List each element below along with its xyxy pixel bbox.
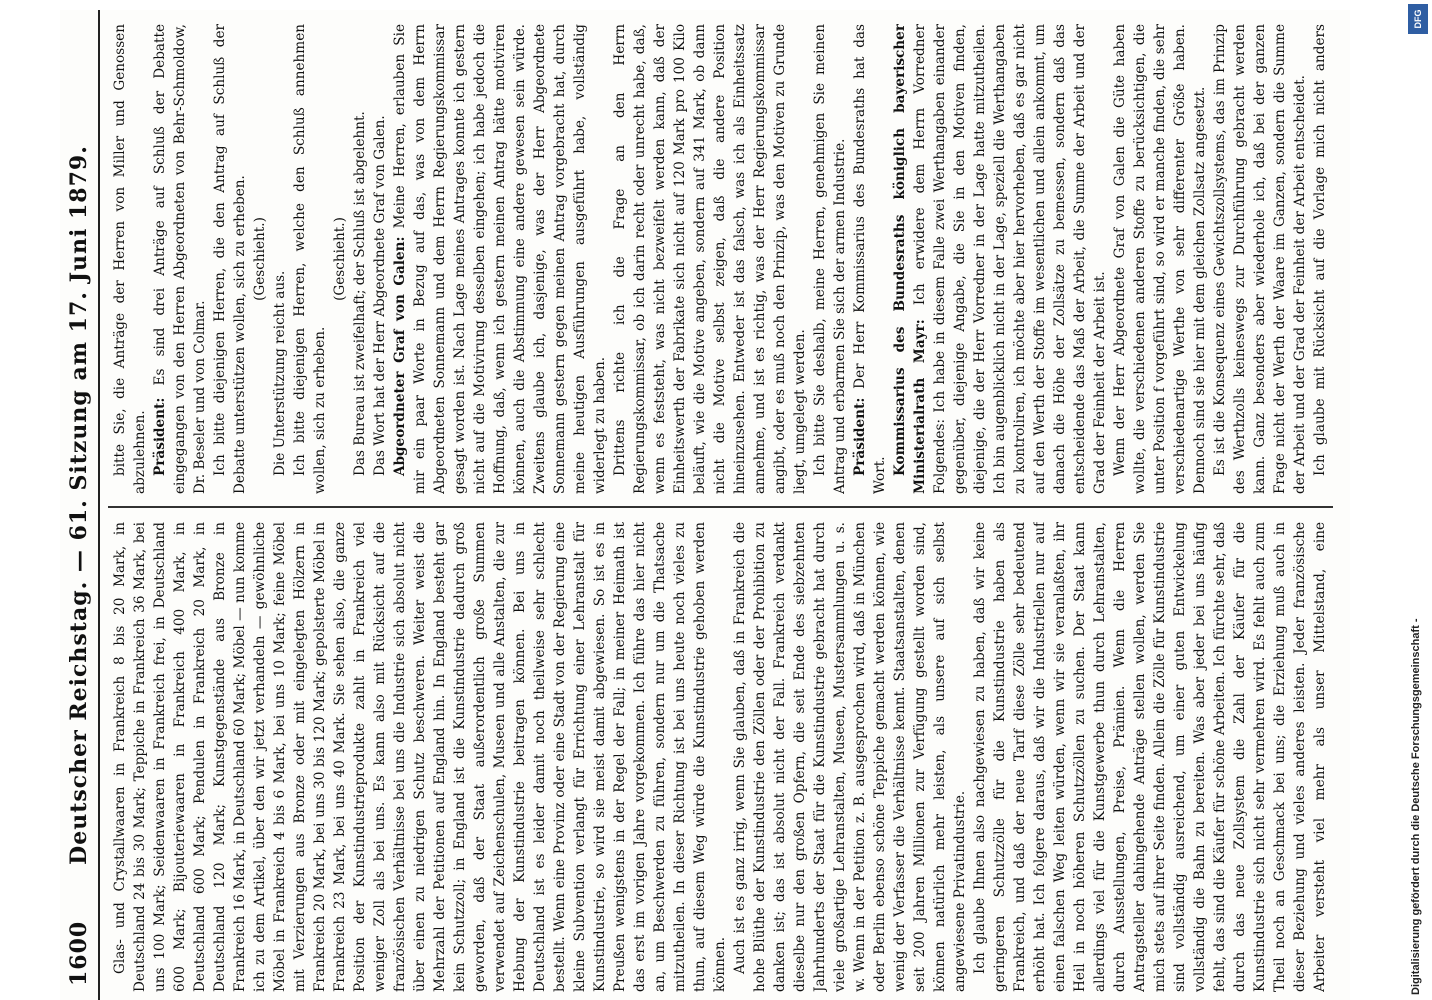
page-header	[60, 10, 100, 1000]
paragraph-text: Ich bitte diejenigen Herren, die den Antrag auf Schluß der Debatte unterstützen wollen, sich zu erheben.	[212, 24, 248, 494]
paragraph	[290, 24, 330, 494]
paragraph	[850, 24, 890, 494]
paragraph-text: Ich erwidere dem Herrn Vorredner Folgendes: Ich habe in diesem Falle zwei Werthangaben einander gegenüber, diejenige Angabe, die Sie in den Motiven finden, diejenige, die der Herr Vorredner in der Lage hatte mitzutheilen. Ich bin augenblicklich nicht in der Lage, speziell die Werthangaben zu kontroliren, ich möchte aber hier hervorheben, daß es gar nicht auf den Werth der Stoffe im wesentlichen und allein ankommt, um danach die Höhe der Zollsätze zu bemessen, sondern daß das entscheidende das Maß der Arbeit, die Summe der Arbeit und der Grad der Feinheit der Arbeit ist.	[912, 24, 1108, 494]
paragraph	[1210, 24, 1310, 494]
running-title: Deutscher Reichstag. — 61. Sitzung am 17. Juni 1879.	[66, 145, 92, 865]
paragraph-text: Das Bureau ist zweifelhaft; der Schluß ist abgelehnt.	[352, 111, 368, 476]
paragraph	[150, 24, 210, 494]
dfg-logo	[1408, 4, 1428, 34]
paragraph-text: Ich glaube mit Rücksicht auf die Vorlage mich nicht anders	[1312, 24, 1328, 476]
paragraph-text: Wenn der Herr Abgeordnete Graf von Galen die Güte haben wollte, die verschiedenen anderen Stoffe zu berücksichtigen, die unter Position f vorgeführt sind, so wird er manche finden, die sehr verschiedenartige Werthe von sehr differenter Größe haben. Dennoch sind sie hier mit dem gleichen Zollsatz angesetzt.	[1112, 24, 1208, 494]
paragraph-text: (Geschieht.)	[332, 217, 348, 301]
paragraph	[350, 24, 370, 494]
speaker-label: Kommissarius des Bundesraths königlich bayerischer Ministerialrath Mayr:	[892, 24, 928, 494]
paragraph	[110, 24, 150, 494]
rotated-document-page	[60, 10, 1350, 1000]
column-divider	[108, 506, 1333, 508]
stage-direction	[330, 24, 350, 494]
speaker-label: Abgeordneter Graf von Galen:	[392, 236, 408, 476]
paragraph-text: Drittens richte ich die Frage an den Herrn Regierungskommissar, ob ich darin recht oder unrecht habe, daß, wenn es feststeht, was nicht bezweifelt werden kann, daß der Einheitswerth der Fabrikate sich nicht auf 120 Mark pro 100 Kilo beläuft, wie die Motive angeben, sondern auf 341 Mark, ob dann nicht die Motive selbst zeigen, daß die andere Position hineinzusehen. Entweder ist das falsch, was ich als Einheitssatz annehme, und ist es richtig, was der Herr Regierungskommissar angibt, oder es muß noch den Prinzip, was den Motiven zu Grunde liegt, umgelegt werden.	[612, 24, 808, 494]
paragraph	[390, 24, 610, 494]
paragraph	[1310, 24, 1330, 494]
speaker-label: Präsident:	[152, 397, 168, 476]
paragraph	[890, 24, 1110, 494]
page-number: 1600	[66, 920, 92, 986]
paragraph: Glas- und Crystallwaaren in Frankreich 8 bis 20 Mark, in Deutschland 24 bis 30 Mark; Teppiche in Frankreich 36 Mark, bei uns 100 Mark; Seidenwaaren in Frankreich frei, in Deutschland 600 Mark; Bijouteriewaaren in Frankreich 400 Mark, in Deutschland 600 Mark; Pendulen in Frankreich 20 Mark, in Deutschland 120 Mark; Kunstgegenstände aus Bronze in Frankreich 16 Mark, in Deutschland 60 Mark; Möbel — nun komme ich zu dem Artikel, über den wir jetzt verhandeln — gewöhnliche Möbel in Frankreich 4 bis 6 Mark, bei uns 10 Mark; feine Möbel mit Verzierungen aus Bronze oder mit eingelegten Hölzern in Frankreich 20 Mark, bei uns 30 bis 120 Mark; gepolsterte Möbel in Frankreich 23 Mark, bei uns 40 Mark. Sie sehen also, die ganze Position der Kunstindustrieprodukte zahlt in Frankreich viel weniger Zoll als bei uns. Es kann also mit Rücksicht auf die französischen Verhältnisse bei uns die Industrie sich absolut nicht über einen zu niedrigen Schutz beschweren. Weiter weist die Mehrzahl der Petitionen auf England hin. In England besteht gar kein Schutzzoll; in England ist die Kunstindustrie dadurch groß geworden, daß der Staat außerordentlich große Summen verwendet auf Zeichenschulen, Museen und alle Anstalten, die zur Hebung der Kunstindustrie beitragen können. Bei uns in Deutschland ist es leider damit noch theilweise sehr schlecht bestellt. Wenn eine Provinz oder eine Stadt von der Regierung eine kleine Subvention verlangt für Errichtung einer Lehranstalt für Kunstindustrie, so wird sie meist damit abgewiesen. So ist es in Preußen wenigstens in der Regel der Fall; in meiner Heimath ist das erst im vorigen Jahre vorgekommen. Ich führe das hier nicht an, um Beschwerden zu führen, sondern nur um die Thatsache mitzutheilen. In dieser Richtung ist bei uns heute noch vieles zu thun, auf diesem Weg würde die Kunstindustrie gehoben werden können.	[112, 522, 728, 992]
paragraph-text: Die Unterstützung reicht aus.	[272, 270, 288, 476]
right-column	[110, 24, 1330, 494]
paragraph	[370, 24, 390, 494]
left-column	[110, 522, 1330, 992]
paragraph-text: Es sind drei Anträge auf Schluß der Debatte eingegangen von den Herren Abgeordneten von Behr-Schmoldow, Dr. Beseler und von Colmar.	[152, 24, 208, 494]
paragraph	[210, 24, 250, 494]
stage-direction	[250, 24, 270, 494]
digitization-note	[1405, 430, 1427, 995]
paragraph: Auch ist es ganz irrig, wenn Sie glauben, daß in Frankreich die hohe Blüthe der Kunstindustrie den Zöllen oder der Prohibition zu danken ist; das ist absolut nicht der Fall. Frankreich verdankt dieselbe nur den großen Opfern, die seit Ende des siebzehnten Jahrhunderts der Staat für die Kunstindustrie gebracht hat durch viele großartige Lehranstalten, Museen, Mustersammlungen u. s. w. Wenn in der Petition z. B. ausgesprochen wird, daß in München oder Berlin ebenso schöne Teppiche gemacht werden können, wie wenig der Verfasser die Verhältnisse kennt. Staatsanstalten, denen seit 200 Jahren Millionen zur Verfügung gestellt worden sind, können natürlich mehr leisten, als unsere auf sich selbst angewiesene Privatindustrie.	[732, 522, 968, 992]
paragraph	[610, 24, 810, 494]
paragraph-text: Das Wort hat der Herr Abgeordnete Graf von Galen.	[372, 115, 388, 476]
paragraph-text: Ich bitte Sie deshalb, meine Herren, genehmigen Sie meinen Antrag und erbarmen Sie sich der armen Industrie.	[812, 24, 848, 494]
paragraph-text: (Geschieht.)	[252, 217, 268, 301]
speaker-label: Präsident:	[852, 397, 868, 476]
paragraph-text: Meine Herren, erlauben Sie mir ein paar Worte in Bezug auf das, was von dem Herrn Abgeordneten Sonnemann und dem Herrn Regierungskommissar gesagt worden ist. Nach Lage meines Antrages konnte ich gestern nicht auf die Motivirung desselben eingehen; ich habe jedoch die Hoffnung, daß, wenn ich gestern meinen Antrag hätte motiviren können, auch die Abstimmung eine andere gewesen sein würde. Zweitens glaube ich, dasjenige, was der Herr Abgeordnete Sonnemann gestern gegen meinen Antrag vorgebracht hat, durch meine heutigen Ausführungen ausgeführt habe, vollständig widerlegt zu haben.	[392, 24, 608, 494]
paragraph: Ich glaube Ihnen also nachgewiesen zu haben, daß wir keine geringeren Schutzzölle für die Kunstindustrie haben als Frankreich, und daß der neue Tarif diese Zölle sehr bedeutend erhöht hat. Ich folgere daraus, daß wir die Industriellen nur auf einen falschen Weg leiten würden, wenn wir sie veranlaßten, ihr Heil in noch höheren Schutzzöllen zu suchen. Der Staat kann allerdings viel für die Kunstgewerbe thun durch Lehranstalten, durch Ausstellungen, Preise, Prämien. Wenn die Herren Antragsteller dahingehende Anträge stellen wollen, werden Sie mich stets auf ihrer Seite finden. Allein die Zölle für Kunstindustrie sind vollständig ausreichend, um einer guten Entwickelung vollständig die Bahn zu bereiten. Was aber jeder bei uns häufig fehlt, das sind die Käufer für schöne Arbeiten. Ich fürchte sehr, daß durch das neue Zollsystem die Zahl der Käufer für die Kunstindustrie sich nicht sehr vermehren wird. Es fehlt auch zum Theil noch an Geschmack bei uns; die Erziehung muß auch in dieser Beziehung und vieles anderes leisten. Jeder französische Arbeiter versteht viel mehr als unser Mittelstand, eine	[972, 522, 1328, 992]
paragraph-text: Es ist die Konsequenz eines Gewichtszollsystems, das im Prinzip des Werthzolls keineswegs zur Durchführung gebracht werden kann. Ganz besonders aber wiederhole ich, daß bei der ganzen Frage nicht der Werth der Waare im Ganzen, sondern die Summe der Arbeit und der Grad der Feinheit der Arbeit entscheidet.	[1212, 24, 1308, 494]
dfg-logo-label: DFG	[1413, 9, 1423, 29]
paragraph	[270, 24, 290, 494]
digitization-note-text: Digitalisierung gefördert durch die Deutsche Forschungsgemeinschaft -	[1410, 618, 1422, 995]
paragraph-text: Der Herr Kommissarius des Bundesraths hat das Wort.	[852, 24, 888, 494]
paragraph	[1110, 24, 1210, 494]
paragraph-text: Ich bitte diejenigen Herren, welche den Schluß annehmen wollen, sich zu erheben.	[292, 24, 328, 494]
paragraph	[810, 24, 850, 494]
paragraph-text: bitte Sie, die Anträge der Herren von Miller und Genossen abzulehnen.	[112, 24, 148, 494]
